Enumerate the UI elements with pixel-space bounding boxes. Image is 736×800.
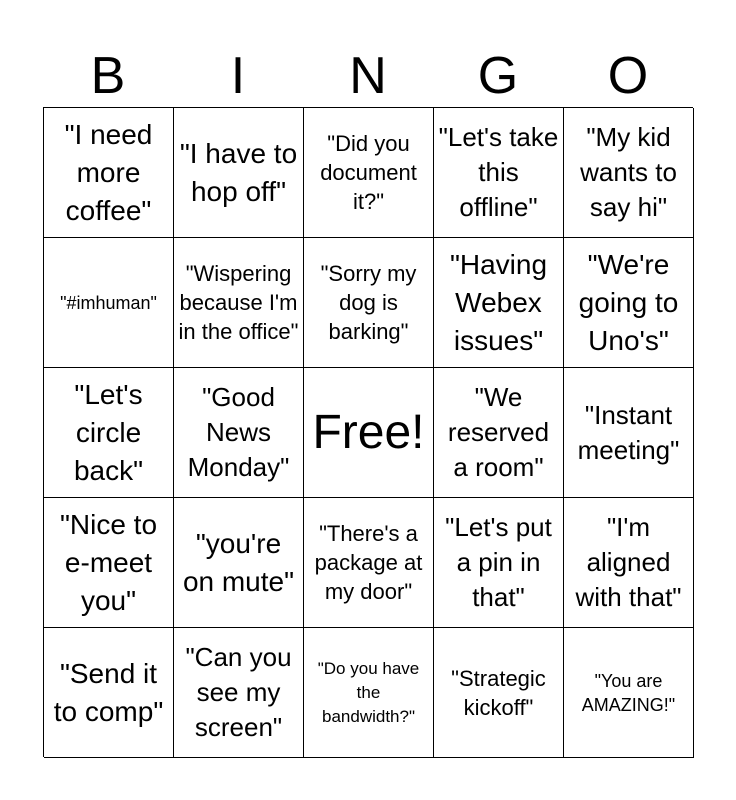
bingo-cell[interactable] xyxy=(564,108,694,238)
cell-text: "Strategic kickoff" xyxy=(451,665,546,720)
bingo-cell[interactable] xyxy=(44,368,174,498)
bingo-cell[interactable] xyxy=(434,108,564,238)
bingo-cell[interactable] xyxy=(434,238,564,368)
header-letter-b: B xyxy=(90,47,126,105)
free-space[interactable] xyxy=(304,368,434,498)
bingo-cell[interactable] xyxy=(174,108,304,238)
cell-text: "Wispering because I'm in the office" xyxy=(178,261,299,344)
cell-text: "My kid wants to say hi" xyxy=(580,122,677,222)
bingo-cell[interactable] xyxy=(564,238,694,368)
cell-text: "There's a package at my door" xyxy=(314,521,423,604)
cell-text: "Can you see my screen" xyxy=(185,642,292,742)
cell-text: "Did you document it?" xyxy=(320,131,417,214)
bingo-cell[interactable] xyxy=(44,628,174,758)
bingo-cell[interactable] xyxy=(174,368,304,498)
bingo-cell[interactable] xyxy=(434,498,564,628)
cell-text: "Having Webex issues" xyxy=(449,248,548,356)
header-letter-g: G xyxy=(477,47,519,105)
cell-text: "Let's take this offline" xyxy=(438,122,559,222)
bingo-cell[interactable] xyxy=(44,498,174,628)
cell-text: "We're going to Uno's" xyxy=(578,248,679,356)
cell-text: "I need more coffee" xyxy=(64,118,153,226)
cell-text: "You are AMAZING!" xyxy=(581,670,676,715)
bingo-cell[interactable] xyxy=(304,108,434,238)
cell-text: "Let's put a pin in that" xyxy=(445,512,552,612)
bingo-cell[interactable] xyxy=(564,498,694,628)
bingo-cell[interactable] xyxy=(44,238,174,368)
bingo-cell[interactable] xyxy=(44,108,174,238)
cell-text: "Good News Monday" xyxy=(187,382,290,482)
cell-text: "#imhuman" xyxy=(60,292,157,313)
bingo-cell[interactable] xyxy=(564,628,694,758)
bingo-cell[interactable] xyxy=(434,368,564,498)
cell-text: "I have to hop off" xyxy=(179,137,298,207)
bingo-header xyxy=(43,44,693,108)
cell-text: "I'm aligned with that" xyxy=(575,512,682,612)
bingo-cell[interactable] xyxy=(174,498,304,628)
bingo-cell[interactable] xyxy=(304,628,434,758)
free-space-label: Free! xyxy=(312,405,425,459)
cell-text: "Do you have the bandwidth?" xyxy=(317,658,420,726)
cell-text: "Instant meeting" xyxy=(577,399,680,465)
header-letter-o: O xyxy=(607,47,649,105)
cell-text: "Send it to comp" xyxy=(53,657,164,727)
bingo-cell[interactable] xyxy=(434,628,564,758)
header-letter-i: I xyxy=(230,47,246,105)
cell-text: "you're on mute" xyxy=(182,527,295,597)
cell-text: "Let's circle back" xyxy=(73,378,144,486)
cell-text: "Nice to e-meet you" xyxy=(59,508,158,616)
bingo-cell[interactable] xyxy=(304,238,434,368)
cell-text: "We reserved a room" xyxy=(447,382,550,482)
bingo-cell[interactable] xyxy=(564,368,694,498)
bingo-cell[interactable] xyxy=(174,628,304,758)
header-letter-n: N xyxy=(349,47,387,105)
bingo-grid xyxy=(43,107,693,757)
cell-text: "Sorry my dog is barking" xyxy=(320,261,417,344)
bingo-cell[interactable] xyxy=(304,498,434,628)
bingo-cell[interactable] xyxy=(174,238,304,368)
